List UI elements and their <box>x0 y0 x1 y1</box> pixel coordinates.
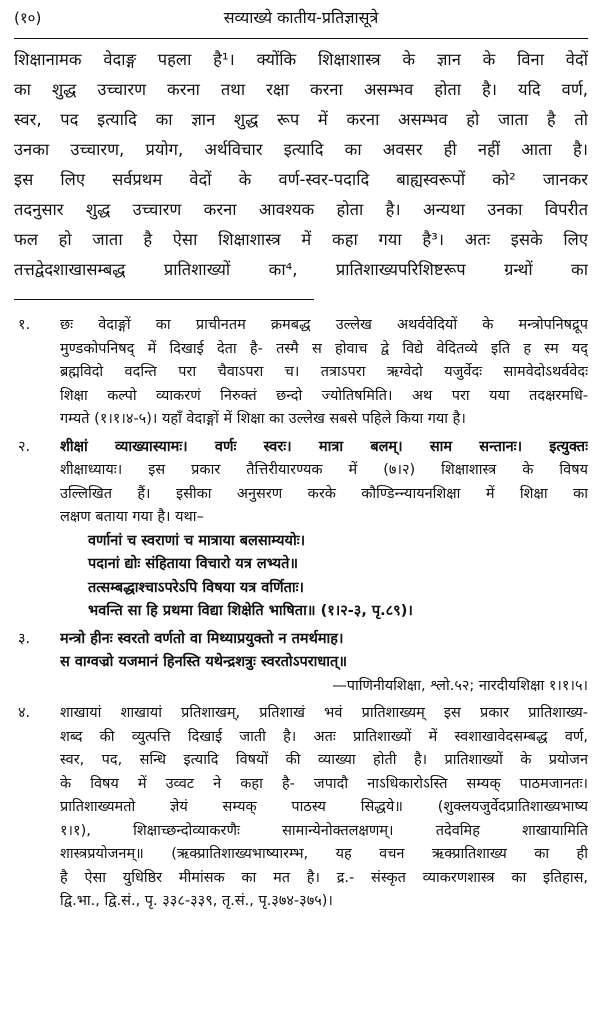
footnote-line: उल्लिखित हैं। इसीका अनुसरण करके कौण्डिन्न्यायनशिक्षा में शिक्षा का <box>60 485 588 502</box>
page-title: सव्याख्ये कातीय-प्रतिज्ञासूत्रे <box>223 8 379 27</box>
footnote-line: शब्द की व्युत्पत्ति दिखाई जाती है। अतः प्रातिशाख्यों में स्वशाखावेदसम्बद्ध वर्ण, <box>60 728 588 745</box>
verse-line: भवन्ति सा हि प्रथमा विद्या शिक्षेति भाषिता॥ (१।२-३, पृ.८९)। <box>88 603 413 619</box>
footnote-line: मुण्डकोपनिषद् में दिखाई देता है- तस्मै स होवाच द्वे विद्ये वेदितव्ये इति ह स्म यद् <box>60 340 588 357</box>
footnote-1 <box>14 314 588 432</box>
footnote-line: शिक्षा कल्पो व्याकरणं निरुक्तं छन्दो ज्योतिषमिति। अथ परा यया तदक्षरमधि- <box>60 387 588 404</box>
footnote-number: ४. <box>18 705 31 721</box>
footnote-line: स्वर, पद, सन्धि इत्यादि विषयों की व्याख्या होती है। प्रातिशाख्यों के प्रयोजन <box>60 752 588 768</box>
footnote-line: १।१), शिक्षाच्छन्दोव्याकरणैः सामान्येनोक्तलक्षणम्। तदेवमिह शाखायामिति <box>60 822 588 839</box>
page-number: (१०) <box>14 9 42 27</box>
footnote-line: है ऐसा युधिष्ठिर मीमांसक का मत है। द्र.- संस्कृत व्याकरणशास्त्र का इतिहास, <box>60 869 588 886</box>
page-header <box>14 0 588 39</box>
footnotes <box>14 314 588 914</box>
footnote-line: छः वेदाङ्गों का प्राचीनतम क्रमबद्ध उल्लेख अथर्ववेदियों के मन्त्रोपनिषद्रूप <box>60 317 588 333</box>
text-line: इस लिए सर्वप्रथम वेदों के वर्ण-स्वर-पदादि बाह्यस्वरूपों को² जानकर <box>14 170 588 189</box>
footnote-line: शाखायां शाखायां प्रतिशाखम्, प्रतिशाखं भवं प्रातिशाख्यम् इस प्रकार प्रातिशाख्य- <box>60 705 588 721</box>
text-line: स्वर, पद इत्यादि का ज्ञान शुद्ध रूप में करना असम्भव हो जाता है तो <box>14 110 588 129</box>
footnote-3 <box>14 628 588 699</box>
footnote-line: प्रातिशाख्यमतो ज्ञेयं सम्यक् पाठस्य सिद्धये॥ (शुक्लयजुर्वेदप्रातिशाख्यभाष्य <box>60 799 588 815</box>
footnote-body <box>60 436 588 624</box>
footnote-2 <box>14 436 588 624</box>
verse-line: मन्त्रो हीनः स्वरतो वर्णतो वा मिथ्याप्रयुक्तो न तमर्थमाह। <box>60 630 344 647</box>
footnote-body <box>60 702 588 914</box>
verse-line: तत्सम्बद्धाश्चाऽपरेऽपि विषया यत्र वर्णिताः। <box>88 579 305 596</box>
verse-line: स वाग्वज्रो यजमानं हिनस्ति यथेन्द्रशत्रुः स्वरतोऽपराधात्॥ <box>60 654 348 670</box>
text-line: शिक्षानामक वेदाङ्ग पहला है¹। क्योंकि शिक्षाशास्त्र के ज्ञान के विना वेदों <box>14 50 588 69</box>
footnote-divider <box>14 299 314 300</box>
footnote-line: द्वि.भा., द्वि.सं., पृ. ३३८-३३९, तृ.सं., पृ.३७४-३७५)। <box>60 893 333 909</box>
footnote-line: लक्षण बताया गया है। यथा– <box>60 509 204 525</box>
citation-source: —पाणिनीयशिक्षा, श्लो.५२; नारदीयशिक्षा १।१।५। <box>332 677 588 694</box>
footnote-line: गम्यते (१।१।४-५)। यहाँ वेदाङ्गों में शिक्षा का उल्लेख सबसे पहिले किया गया है। <box>60 411 466 427</box>
footnote-number: १. <box>18 317 31 333</box>
verse-line: पदानां द्योः संहिताया विचारो यत्र लभ्यते॥ <box>88 556 299 572</box>
main-text <box>14 45 588 285</box>
verse-line: वर्णानां च स्वराणां च मात्राया बलसाम्ययोः। <box>88 532 306 549</box>
text-line: का शुद्ध उच्चारण करना तथा रक्षा करना असम्भव होता है। यदि वर्ण, <box>14 80 588 99</box>
footnote-line: ब्रह्मविदो वदन्ति परा चैवाऽपरा च। तत्राऽपरा ऋग्वेदो यजुर्वेदः सामवेदोऽथर्ववेदः <box>60 364 588 380</box>
footnote-body <box>60 628 588 699</box>
text-line: फल हो जाता है ऐसा शिक्षाशास्त्र में कहा गया है³। अतः इसके लिए <box>14 230 588 249</box>
text-line: तदनुसार शुद्ध उच्चारण करना आवश्यक होता है। अन्यथा उनका विपरीत <box>14 200 588 219</box>
footnote-body <box>60 314 588 432</box>
text-line: तत्तद्वेदशाखासम्बद्ध प्रातिशाख्यों का⁴, प्रातिशाख्यपरिशिष्टरूप ग्रन्थों का <box>14 260 588 279</box>
footnote-line: के विषय में उव्वट ने कहा है- जपादौ नाऽधिकारोऽस्ति सम्यक् पाठमजानतः। <box>60 775 588 792</box>
footnote-line: शास्त्रप्रयोजनम्॥ (ऋक्प्रातिशाख्यभाष्यारम्भ, यह वचन ऋक्प्रातिशाख्य का ही <box>60 846 588 862</box>
text-line: उनका उच्चारण, प्रयोग, अर्थविचार इत्यादि का अवसर ही नहीं आता है। <box>14 140 588 159</box>
footnote-4 <box>14 702 588 914</box>
footnote-line: शीक्षाध्यायः। इस प्रकार तैत्तिरीयारण्यक में (७।२) शिक्षाशास्त्र के विषय <box>60 462 588 478</box>
footnote-number: २. <box>18 438 31 455</box>
footnote-line: शीक्षां व्याख्यास्यामः। वर्णः स्वरः। मात्रा बलम्। साम सन्तानः। इत्युक्तः <box>60 438 588 455</box>
footnote-number: ३. <box>18 630 31 647</box>
